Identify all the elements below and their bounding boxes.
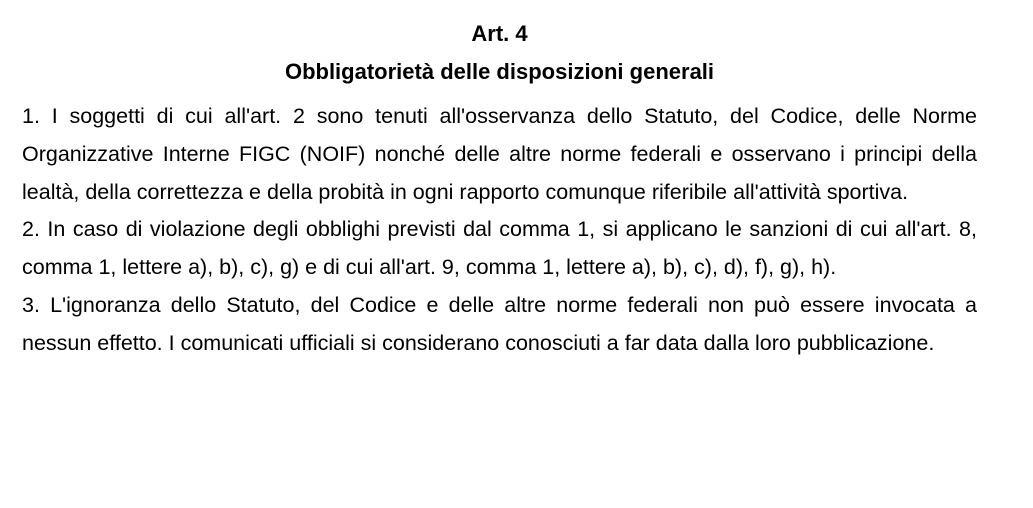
document-body bbox=[22, 14, 977, 363]
paragraph-1: 1. I soggetti di cui all'art. 2 sono tenuti all'osservanza dello Statuto, del Codice, delle Norme Organizzative Interne FIGC (NOIF) nonché delle altre norme federali e osservano i principi della lealtà, della correttezza e della probità in ogni rapporto comunque riferibile all'attività sportiva. bbox=[22, 104, 977, 204]
paragraph-3: 3. L'ignoranza dello Statuto, del Codice e delle altre norme federali non può essere invocata a nessun effetto. I comunicati ufficiali si considerano conosciuti a far data dalla loro pubblicazione. bbox=[22, 292, 977, 355]
article-number: Art. 4 bbox=[471, 21, 528, 46]
paragraph-2: 2. In caso di violazione degli obblighi previsti dal comma 1, si applicano le sanzioni di cui all'art. 8, comma 1, lettere a), b), c), g) e di cui all'art. 9, comma 1, lettere a), b), c), d), f), g), h). bbox=[22, 217, 977, 280]
article-title: Obbligatorietà delle disposizioni generali bbox=[284, 59, 715, 84]
